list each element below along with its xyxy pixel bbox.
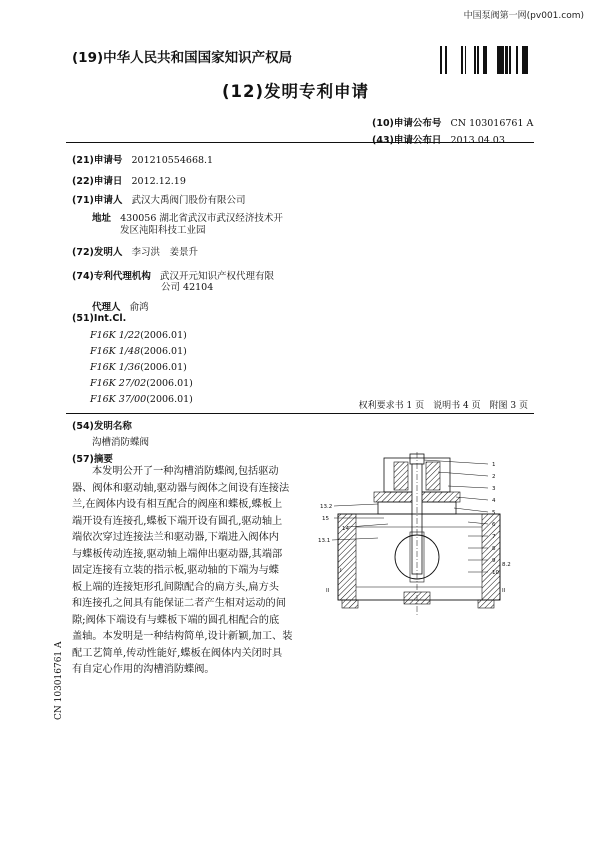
drawing-label: 6 [492,522,496,528]
applicant-row [72,188,246,207]
agent-label: 代理人 [92,302,121,313]
drawing-label: 14 [342,526,349,532]
drawing-label: 13.2 [320,504,333,510]
applicant: 武汉大禹阀门股份有限公司 [131,195,246,206]
drawing-label: 15 [322,516,329,522]
address-line-1: 430056 湖北省武汉市武汉经济技术开 [120,213,283,224]
drawing-label: 2 [492,474,496,480]
ipc-date: (2006.01) [140,330,187,341]
application-number-row [72,148,213,167]
document-type: (12)发明专利申请 [222,82,370,101]
drawing-label: 13.1 [318,538,331,544]
ipc-date: (2006.01) [140,346,187,357]
abstract-line: 器、阀体和驱动轴,驱动器与阀体之间设有连接法 [72,482,290,494]
application-number-label: (21)申请号 [72,155,123,166]
application-number: 201210554668.1 [131,155,214,166]
address-label: 地址 [92,213,112,224]
header-divider [66,142,534,143]
agent: 俞鸿 [129,302,149,313]
drawing-label: 8 [492,546,496,552]
invention-title: 沟槽消防蝶阀 [92,437,150,448]
address-line-2: 发区沌阳科技工业园 [120,225,206,236]
valve-drawing [318,452,520,617]
abstract-line: 隙;阀体下端设有与蝶板下端的圆孔相配合的底 [72,614,280,626]
inventors: 李习洪 姜景升 [131,247,199,258]
abstract-line: 盖轴。本发明是一种结构简单,设计新颖,加工、装 [72,631,293,642]
abstract-line: 端开设有连接孔,蝶板下端开设有圆孔,驱动轴上 [72,515,283,527]
agency-label: (74)专利代理机构 [72,271,151,282]
inventor-label: (72)发明人 [72,247,123,258]
section-divider [66,413,534,414]
drawing-label: 7 [492,534,496,540]
publication-date-row [372,128,505,147]
ipc-code: F16K 37/00 [90,394,147,405]
barcode-image [440,46,532,74]
ipc-code: F16K 27/02 [90,378,147,389]
abstract-text [72,464,298,679]
applicant-label: (71)申请人 [72,195,123,206]
abstract-line: 端依次穿过连接法兰和驱动器,下端进入阀体内 [72,532,279,543]
abstract-line: 有自定心作用的沟槽消防蝶阀。 [72,664,215,675]
ipc-code: F16K 1/36 [90,362,141,373]
drawing-label: 3 [492,486,496,492]
ipc-code: F16K 1/48 [90,346,141,357]
abstract-line: 本发明公开了一种沟槽消防蝶阀,包括驱动 [92,466,279,477]
abstract-line: 和连接孔之间具有能保证二者产生相对运动的间 [72,598,286,609]
filing-date: 2012.12.19 [131,176,186,187]
agent-row [92,295,149,314]
ipc-date: (2006.01) [140,362,187,373]
watermark: 中国泵阀第一网(pv001.com) [463,11,584,21]
filing-date-label: (22)申请日 [72,176,123,187]
agency-line-1: 武汉开元知识产权代理有限 [160,271,275,282]
drawing-label: II [502,588,506,594]
abstract-line: 兰,在阀体内设有相互配合的阀座和蝶板,蝶板上 [72,499,283,510]
page-counts: 权利要求书 1 页 说明书 4 页 附图 3 页 [358,401,528,411]
drawing-label: 1 [492,462,496,468]
office-name: (19)中华人民共和国国家知识产权局 [72,50,293,66]
ipc-code: F16K 1/22 [90,330,141,341]
abstract-line: 配工艺简单,传动性能好,蝶板在阀体内关闭时具 [72,647,283,659]
ipc-date: (2006.01) [146,378,193,389]
intcl-label: (51)Int.Cl. [72,313,127,324]
ipc-entry [90,362,187,373]
ipc-entry [90,330,187,341]
publication-number: CN 103016761 A [450,118,534,129]
drawing-label: I [340,568,342,574]
drawing-label: 4 [492,498,496,504]
title-label: (54)发明名称 [72,421,132,432]
ipc-date: (2006.01) [146,394,193,405]
publication-date-label: (43)申请公布日 [372,135,442,146]
ipc-entry [90,378,193,389]
drawing-label: II [326,588,330,594]
side-publication-number: CN 103016761 A [54,641,64,720]
abstract-line: 板上端的连接矩形孔间隙配合的扁方头,扁方头 [72,581,279,593]
drawing-label: 10 [492,570,499,576]
ipc-entry [90,346,187,357]
publication-number-label: (10)申请公布号 [372,118,442,129]
inventor-row [72,240,198,259]
publication-date: 2013.04.03 [450,135,505,146]
drawing-label: 8.2 [502,562,511,568]
drawing-label: 5 [492,510,496,516]
ipc-entry [90,394,193,405]
filing-date-row [72,169,186,188]
abstract-label: (57)摘要 [72,454,113,465]
agency-line-2: 公司 42104 [161,282,214,293]
bottom-cover [404,592,430,604]
abstract-line: 与蝶板传动连接,驱动轴上端伸出驱动器,其端部 [72,548,283,560]
drawing-label: 9 [492,558,496,564]
abstract-line: 固定连接有立装的指示板,驱动轴的下端为与蝶 [72,565,279,576]
